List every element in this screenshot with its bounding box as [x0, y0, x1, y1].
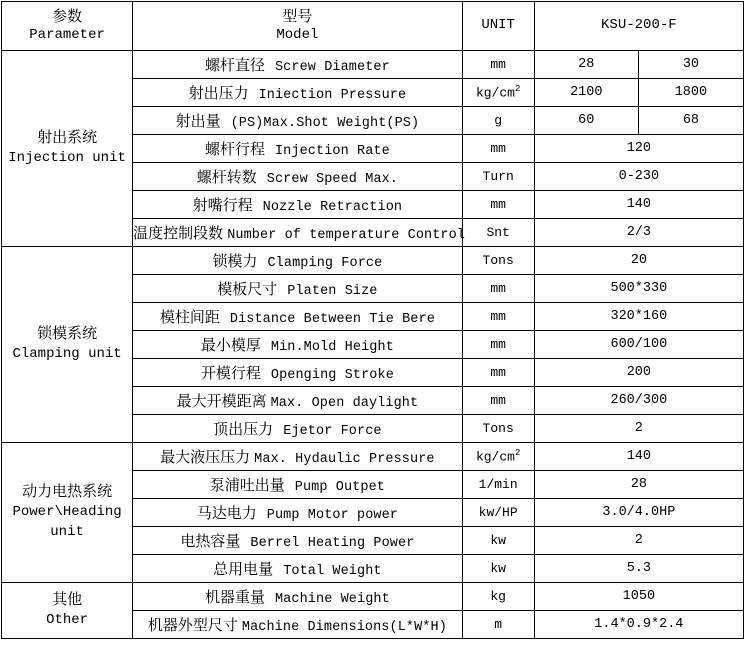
row-item-en: (PS)Max.Shot Weight(PS) [230, 116, 420, 131]
row-unit: mm [462, 359, 534, 387]
group-name-cn: 动力电热系统 [22, 484, 113, 501]
table-row [2, 583, 744, 611]
row-item-en: Screw Diameter [274, 60, 390, 75]
row-item-label [133, 359, 462, 387]
row-item-cn: 电热容量 [180, 534, 241, 550]
row-value-1: 28 [534, 51, 638, 79]
row-item-en: Max. Open daylight [270, 396, 419, 411]
row-item-cn: 开模行程 [200, 366, 261, 382]
group-name-en: Power\Heading unit [12, 504, 122, 540]
row-item-label [133, 163, 462, 191]
row-item-en: Clamping Force [267, 256, 383, 271]
row-item-label [133, 191, 462, 219]
row-item-en: Min.Mold Height [270, 340, 394, 355]
row-item-cn: 螺杆直径 [204, 58, 265, 74]
group-label-3 [2, 443, 133, 583]
row-value: 120 [534, 135, 743, 163]
row-unit: kg [462, 583, 534, 611]
row-unit: mm [462, 51, 534, 79]
header-parameter-cn: 参数 [52, 8, 83, 25]
row-item-cn: 射出量 [175, 114, 221, 130]
table-row [2, 51, 744, 79]
row-item-cn: 最小模厚 [200, 338, 261, 354]
row-item-en: Distance Between Tie Bere [229, 312, 435, 327]
group-label-4 [2, 583, 133, 639]
row-value-2: 1800 [638, 79, 743, 107]
row-item-cn: 模板尺寸 [217, 282, 278, 298]
row-item-cn: 螺杆转数 [196, 170, 257, 186]
row-item-en: Total Weight [283, 564, 382, 579]
row-unit: mm [462, 275, 534, 303]
row-item-en: Machine Weight [274, 592, 390, 607]
row-value: 2 [534, 527, 743, 555]
row-item-label [133, 303, 462, 331]
row-value: 320*160 [534, 303, 743, 331]
row-item-en: Berrel Heating Power [250, 536, 415, 551]
row-value: 1050 [534, 583, 743, 611]
specification-table [1, 1, 744, 639]
header-model-en: Model [276, 26, 319, 43]
row-item-label [133, 555, 462, 583]
row-unit: mm [462, 387, 534, 415]
row-unit: 1/min [462, 471, 534, 499]
row-value-2: 68 [638, 107, 743, 135]
row-item-cn: 机器重量 [204, 590, 265, 606]
row-value-1: 60 [534, 107, 638, 135]
row-item-en: Injection Rate [274, 144, 390, 159]
row-item-cn: 锁模力 [212, 254, 258, 270]
row-item-cn: 射嘴行程 [192, 198, 253, 214]
row-value: 200 [534, 359, 743, 387]
header-parameter [2, 2, 133, 51]
row-value: 0-230 [534, 163, 743, 191]
row-item-label [133, 107, 462, 135]
row-item-label [133, 527, 462, 555]
row-item-label [133, 219, 466, 247]
row-value-1: 2100 [534, 79, 638, 107]
row-item-cn: 最大液压压力 [160, 450, 251, 466]
unit-superscript: 2 [514, 448, 521, 459]
header-unit: UNIT [462, 2, 534, 51]
row-item-en: Nozzle Retraction [262, 200, 403, 215]
row-item-en: Machine Dimensions(L*W*H) [241, 620, 447, 635]
row-item-en: Screw Speed Max. [266, 172, 399, 187]
row-item-cn: 模柱间距 [159, 310, 220, 326]
row-item-label [133, 415, 462, 443]
row-value: 28 [534, 471, 743, 499]
row-item-en: Pump Outpet [294, 480, 385, 495]
group-name-cn: 射出系统 [37, 130, 98, 147]
row-item-en: Openging Stroke [270, 368, 394, 383]
row-item-cn: 温度控制段数 [133, 226, 224, 242]
row-unit: Tons [462, 247, 534, 275]
table-body [2, 2, 744, 639]
row-unit: mm [462, 191, 534, 219]
header-model-cn: 型号 [282, 8, 313, 25]
row-item-en: Max. Hydaulic Pressure [254, 452, 435, 467]
row-unit: Turn [462, 163, 534, 191]
spec-sheet [0, 1, 745, 646]
row-item-label [133, 247, 462, 275]
row-unit: kw [462, 527, 534, 555]
row-item-cn: 顶出压力 [213, 422, 274, 438]
table-row [2, 247, 744, 275]
row-item-en: Ejetor Force [283, 424, 382, 439]
row-unit: g [462, 107, 534, 135]
row-item-cn: 螺杆行程 [204, 142, 265, 158]
row-item-label [133, 443, 462, 471]
row-item-en: Number of temperature Control [227, 228, 466, 243]
group-name-en: Clamping unit [12, 346, 122, 363]
header-parameter-en: Parameter [29, 26, 105, 43]
row-item-label [133, 135, 462, 163]
row-value: 260/300 [534, 387, 743, 415]
group-label-2 [2, 247, 133, 443]
row-unit: Snt [462, 219, 534, 247]
row-item-cn: 泵浦吐出量 [209, 478, 285, 494]
row-unit: mm [462, 331, 534, 359]
table-header-row [2, 2, 744, 51]
unit-superscript: 2 [514, 84, 521, 95]
group-name-en: Injection unit [8, 150, 126, 167]
row-value: 140 [534, 443, 743, 471]
row-item-label [133, 499, 462, 527]
header-model [133, 2, 462, 51]
group-label-1 [2, 51, 133, 247]
row-item-label [133, 51, 462, 79]
row-unit: Tons [462, 415, 534, 443]
row-unit: mm [462, 135, 534, 163]
row-item-en: Pump Motor power [266, 508, 399, 523]
row-item-label [133, 471, 462, 499]
row-unit: m [462, 611, 534, 639]
row-item-en: Iniection Pressure [258, 88, 407, 103]
row-value: 140 [534, 191, 743, 219]
row-value: 600/100 [534, 331, 743, 359]
row-item-label [133, 275, 462, 303]
row-item-label [133, 387, 462, 415]
row-unit: $kg/cm^2$ [462, 79, 534, 107]
header-model-value: KSU-200-F [534, 2, 743, 51]
group-name-cn: 其他 [52, 592, 83, 609]
table-row [2, 443, 744, 471]
row-value: 1.4*0.9*2.4 [534, 611, 743, 639]
row-value-2: 30 [638, 51, 743, 79]
group-name-en: Other [46, 612, 89, 629]
row-item-cn: 马达电力 [196, 506, 257, 522]
row-item-cn: 总用电量 [213, 562, 274, 578]
row-unit: kw [462, 555, 534, 583]
row-value: 20 [534, 247, 743, 275]
row-item-cn: 机器外型尺寸 [147, 618, 238, 634]
row-value: 3.0/4.0HP [534, 499, 743, 527]
row-value: 5.3 [534, 555, 743, 583]
row-item-label [133, 611, 462, 639]
row-unit: kw/HP [462, 499, 534, 527]
row-value: 2/3 [534, 219, 743, 247]
row-item-label [133, 583, 462, 611]
row-unit: $kg/cm^2$ [462, 443, 534, 471]
group-name-cn: 锁模系统 [37, 326, 98, 343]
row-item-en: Platen Size [287, 284, 378, 299]
row-item-cn: 最大开模距离 [176, 394, 267, 410]
row-value: 2 [534, 415, 743, 443]
row-item-label [133, 331, 462, 359]
row-item-label [133, 79, 462, 107]
row-unit: mm [462, 303, 534, 331]
row-value: 500*330 [534, 275, 743, 303]
row-item-cn: 射出压力 [188, 86, 249, 102]
